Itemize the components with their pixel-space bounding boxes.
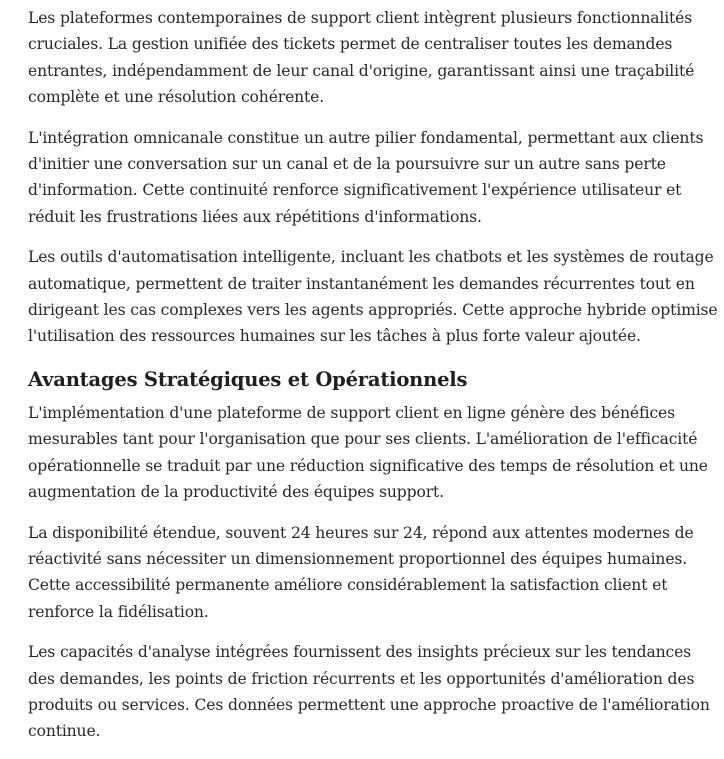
- paragraph-automation: Les outils d'automatisation intelligente, incluant les chatbots et les systèmes de routage automatique, permettent de traiter instantanément les demandes récurrentes tout en dirigeant les cas complexes vers les agents appropriés. Cette approche hybride optimise l'utilisation des ressources humaines sur les tâches à plus forte valeur ajoutée.: [28, 248, 718, 346]
- article-body: [28, 5, 720, 759]
- section-heading: Avantages Stratégiques et Opérationnels: [28, 367, 468, 391]
- paragraph-analytics: Les capacités d'analyse intégrées fournissent des insights précieux sur les tendances des demandes, les points de friction récurrents et les opportunités d'amélioration des produits ou services. Ces données permettent une approche proactive de l'amélioration continue.: [28, 643, 710, 741]
- paragraph-availability: La disponibilité étendue, souvent 24 heures sur 24, répond aux attentes modernes de réactivité sans nécessiter un dimensionnement proportionnel des équipes humaines. Cette accessibilité permanente améliore considérablement la satisfaction client et renforce la fidélisation.: [28, 523, 694, 621]
- paragraph-ticket-management: Les plateformes contemporaines de support client intègrent plusieurs fonctionnalités cruciales. La gestion unifiée des tickets permet de centraliser toutes les demandes entrantes, indépendamment de leur canal d'origine, garantissant ainsi une traçabilité complète et une résolution cohérente.: [28, 9, 695, 107]
- paragraph-benefits: L'implémentation d'une plateforme de support client en ligne génère des bénéfices mesurables tant pour l'organisation que pour ses clients. L'amélioration de l'efficacité opérationnelle se traduit par une réduction significative des temps de résolution et une augmentation de la productivité des équipes support.: [28, 403, 708, 502]
- paragraph-omnichannel: L'intégration omnicanale constitue un autre pilier fondamental, permettant aux clients d'initier une conversation sur un canal et de la poursuivre sur un autre sans perte d'information. Cette continuité renforce significativement l'expérience utilisateur et réduit les frustrations liées aux répétitions d'informations.: [28, 128, 704, 226]
